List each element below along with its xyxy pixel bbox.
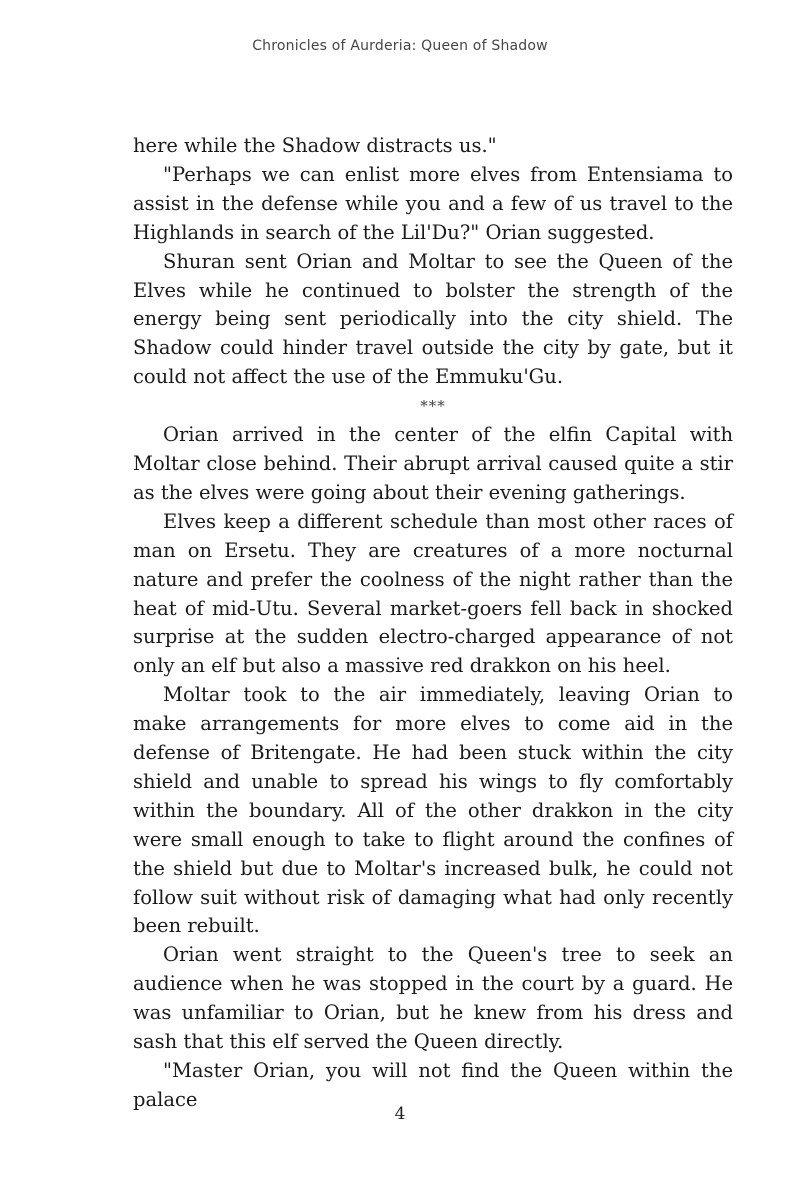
scene-break: *** [420,397,446,416]
paragraph: "Perhaps we can enlist more elves from Entensiama to assist in the defense while you and a few of us travel to the Highlands in search of the Lil'Du?" Orian suggested. [133,162,733,244]
body-text [133,132,733,1115]
page-number: 4 [394,1104,406,1124]
paragraph: Orian went straight to the Queen's tree to seek an audience when he was stopped in the court by a guard. He was unfamiliar to Orian, but he knew from his dress and sash that this elf served the Queen directly. [133,943,733,1054]
paragraph: "Master Orian, you will not find the Queen within the palace [133,1059,733,1111]
paragraph: Shuran sent Orian and Moltar to see the Queen of the Elves while he continued to bolster the strength of the energy being sent periodically into the city shield. The Shadow could hinder travel outside the city by gate, but it could not affect the use of the Emmuku'Gu. [133,249,733,389]
paragraph: Elves keep a different schedule than most other races of man on Ersetu. They are creatures of a more nocturnal nature and prefer the coolness of the night rather than the heat of mid-Utu. Several market-goers fell back in shocked surprise at the sudden electro-charged appearance of not only an elf but also a massive red drakkon on his heel. [133,509,733,678]
running-header: Chronicles of Aurderia: Queen of Shadow [252,38,548,54]
paragraph: here while the Shadow distracts us." [133,134,497,157]
paragraph: Orian arrived in the center of the elfin Capital with Moltar close behind. Their abrupt arrival caused quite a stir as the elves were going about their evening gatherings. [133,423,733,504]
paragraph: Moltar took to the air immediately, leaving Orian to make arrangements for more elves to come aid in the defense of Britengate. He had been stuck within the city shield and unable to spread his wings to fly comfortably within the boundary. All of the other drakkon in the city were small enough to take to flight around the confines of the shield but due to Moltar's increased bulk, he could not follow suit without risk of damaging what had only recently been rebuilt. [133,683,733,938]
